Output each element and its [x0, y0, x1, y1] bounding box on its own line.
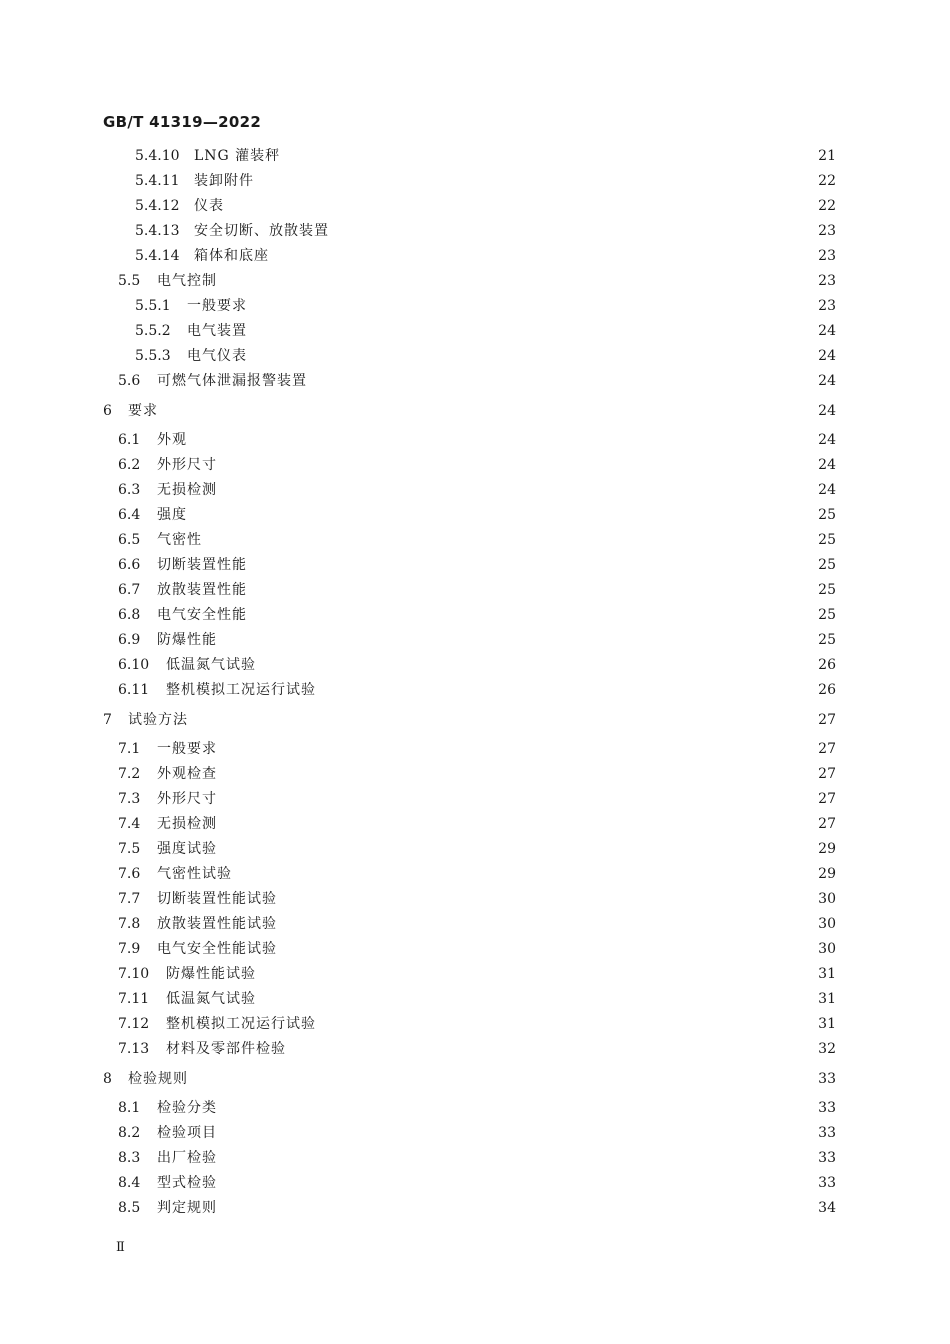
- toc-entry-title: 电气控制: [157, 273, 217, 289]
- toc-entry-number: 5.5.2: [135, 323, 171, 339]
- toc-entry-number: 7.9: [118, 941, 141, 957]
- toc-entry-number: 7.11: [118, 991, 150, 1007]
- toc-entry-title: 强度试验: [157, 841, 217, 857]
- toc-entry-page: 24: [818, 323, 836, 339]
- toc-entry-title: 防爆性能: [157, 632, 217, 648]
- toc-leader-dots: [253, 320, 810, 342]
- toc-entry-number: 8.4: [118, 1175, 141, 1191]
- toc-entry[interactable]: [0, 145, 950, 167]
- toc-entry-page: 27: [818, 791, 836, 807]
- toc-entry-number: 5.4.13: [135, 223, 180, 239]
- toc-entry-title: 低温氮气试验: [166, 991, 256, 1007]
- toc-entry-page: 31: [818, 1016, 836, 1032]
- toc-entry-number: 7.2: [118, 766, 141, 782]
- toc-entry-page: 30: [818, 891, 836, 907]
- toc-entry-number: 5.5.1: [135, 298, 171, 314]
- toc-entry[interactable]: [0, 170, 950, 192]
- toc-entry-title: 外观检查: [157, 766, 217, 782]
- toc-entry-title: 放散装置性能: [157, 582, 247, 598]
- document-number: GB/T 41319—2022: [103, 113, 262, 131]
- toc-entry[interactable]: [0, 245, 950, 267]
- toc-entry[interactable]: [0, 370, 950, 392]
- toc-entry-title: 外形尺寸: [157, 457, 217, 473]
- toc-entry-number: 6.1: [118, 432, 141, 448]
- toc-entry-title: 箱体和底座: [194, 248, 269, 264]
- toc-entry-page: 29: [818, 841, 836, 857]
- toc-leader-dots: [223, 1147, 810, 1169]
- toc-entry-title: 电气仪表: [187, 348, 247, 364]
- toc-entry-page: 25: [818, 557, 836, 573]
- toc-leader-dots: [313, 370, 810, 392]
- toc-entry-page: 25: [818, 532, 836, 548]
- toc-entry[interactable]: [0, 400, 950, 422]
- toc-entry-page: 22: [818, 198, 836, 214]
- toc-leader-dots: [287, 145, 810, 167]
- toc-entry-title: 安全切断、放散装置: [194, 223, 329, 239]
- toc-entry[interactable]: [0, 1097, 950, 1119]
- toc-entry[interactable]: [0, 1122, 950, 1144]
- toc-leader-dots: [335, 220, 810, 242]
- toc-entry[interactable]: [0, 220, 950, 242]
- toc-entry-page: 32: [818, 1041, 836, 1057]
- toc-entry[interactable]: [0, 579, 950, 601]
- toc-entry[interactable]: [0, 709, 950, 731]
- toc-entry[interactable]: [0, 679, 950, 701]
- toc-entry-number: 6.11: [118, 682, 150, 698]
- toc-leader-dots: [208, 529, 810, 551]
- toc-entry-number: 7: [103, 712, 112, 728]
- toc-entry-number: 6.5: [118, 532, 141, 548]
- toc-entry-title: 无损检测: [157, 816, 217, 832]
- toc-entry[interactable]: [0, 788, 950, 810]
- toc-entry-page: 22: [818, 173, 836, 189]
- toc-entry-number: 7.1: [118, 741, 141, 757]
- toc-leader-dots: [262, 963, 810, 985]
- toc-entry-title: 仪表: [194, 198, 224, 214]
- toc-entry-title: 电气安全性能试验: [157, 941, 277, 957]
- toc-leader-dots: [223, 788, 810, 810]
- toc-leader-dots: [253, 554, 810, 576]
- toc-entry-page: 33: [818, 1150, 836, 1166]
- toc-leader-dots: [193, 429, 810, 451]
- toc-entry-title: 检验分类: [157, 1100, 217, 1116]
- toc-entry-number: 6.9: [118, 632, 141, 648]
- toc-entry[interactable]: [0, 988, 950, 1010]
- toc-entry-title: 切断装置性能试验: [157, 891, 277, 907]
- toc-leader-dots: [223, 1197, 810, 1219]
- toc-entry-title: 试验方法: [128, 712, 188, 728]
- toc-leader-dots: [253, 295, 810, 317]
- toc-entry-title: 气密性试验: [157, 866, 232, 882]
- toc-entry-number: 8.5: [118, 1200, 141, 1216]
- page-number: Ⅱ: [116, 1240, 125, 1255]
- toc-entry-title: 气密性: [157, 532, 202, 548]
- toc-entry-number: 6: [103, 403, 112, 419]
- toc-entry[interactable]: [0, 554, 950, 576]
- toc-entry[interactable]: [0, 295, 950, 317]
- toc-entry-page: 23: [818, 248, 836, 264]
- toc-entry-page: 33: [818, 1125, 836, 1141]
- toc-entry[interactable]: [0, 195, 950, 217]
- toc-leader-dots: [223, 763, 810, 785]
- toc-entry-page: 25: [818, 507, 836, 523]
- toc-entry-title: 要求: [128, 403, 158, 419]
- toc-leader-dots: [223, 270, 810, 292]
- toc-leader-dots: [292, 1038, 810, 1060]
- toc-entry-title: 型式检验: [157, 1175, 217, 1191]
- toc-leader-dots: [322, 1013, 810, 1035]
- toc-entry-page: 33: [818, 1100, 836, 1116]
- toc-entry-page: 27: [818, 766, 836, 782]
- toc-entry[interactable]: [0, 738, 950, 760]
- toc-leader-dots: [283, 888, 810, 910]
- toc-entry-number: 7.7: [118, 891, 141, 907]
- toc-entry-number: 5.4.14: [135, 248, 180, 264]
- toc-leader-dots: [253, 579, 810, 601]
- toc-entry-page: 27: [818, 741, 836, 757]
- toc-entry-title: 检验规则: [128, 1071, 188, 1087]
- toc-entry-page: 25: [818, 607, 836, 623]
- toc-entry-number: 5.4.12: [135, 198, 180, 214]
- toc-entry-title: 放散装置性能试验: [157, 916, 277, 932]
- toc-leader-dots: [253, 345, 810, 367]
- toc-leader-dots: [230, 195, 810, 217]
- toc-entry-number: 7.10: [118, 966, 150, 982]
- toc-entry-page: 26: [818, 682, 836, 698]
- toc-entry-title: 电气装置: [187, 323, 247, 339]
- toc-entry[interactable]: [0, 888, 950, 910]
- toc-entry-number: 6.8: [118, 607, 141, 623]
- toc-entry-title: LNG 灌装秤: [194, 148, 281, 164]
- toc-entry-title: 装卸附件: [194, 173, 254, 189]
- toc-entry-title: 防爆性能试验: [166, 966, 256, 982]
- toc-entry[interactable]: [0, 429, 950, 451]
- toc-leader-dots: [223, 479, 810, 501]
- toc-leader-dots: [223, 1122, 810, 1144]
- toc-entry-number: 5.4.11: [135, 173, 180, 189]
- toc-entry-number: 5.6: [118, 373, 141, 389]
- toc-entry-page: 31: [818, 991, 836, 1007]
- toc-entry-page: 24: [818, 373, 836, 389]
- toc-leader-dots: [283, 938, 810, 960]
- toc-leader-dots: [275, 245, 810, 267]
- toc-leader-dots: [283, 913, 810, 935]
- toc-entry[interactable]: [0, 813, 950, 835]
- toc-leader-dots: [193, 504, 810, 526]
- toc-leader-dots: [223, 454, 810, 476]
- toc-entry-page: 23: [818, 273, 836, 289]
- toc-entry-page: 25: [818, 632, 836, 648]
- toc-entry-title: 低温氮气试验: [166, 657, 256, 673]
- toc-entry-page: 24: [818, 457, 836, 473]
- toc-entry-number: 5.4.10: [135, 148, 180, 164]
- toc-leader-dots: [223, 1097, 810, 1119]
- toc-entry[interactable]: [0, 1172, 950, 1194]
- toc-entry[interactable]: [0, 963, 950, 985]
- toc-entry[interactable]: [0, 838, 950, 860]
- toc-entry-number: 6.6: [118, 557, 141, 573]
- toc-leader-dots: [260, 170, 810, 192]
- toc-entry[interactable]: [0, 345, 950, 367]
- toc-entry-number: 5.5: [118, 273, 141, 289]
- toc-leader-dots: [238, 863, 810, 885]
- toc-entry-title: 出厂检验: [157, 1150, 217, 1166]
- toc-entry-title: 强度: [157, 507, 187, 523]
- toc-entry-number: 7.12: [118, 1016, 150, 1032]
- toc-entry-title: 材料及零部件检验: [166, 1041, 286, 1057]
- toc-entry-number: 5.5.3: [135, 348, 171, 364]
- toc-leader-dots: [253, 604, 810, 626]
- toc-entry-number: 6.4: [118, 507, 141, 523]
- toc-entry-page: 21: [818, 148, 836, 164]
- toc-entry[interactable]: [0, 863, 950, 885]
- toc-leader-dots: [262, 654, 810, 676]
- toc-entry[interactable]: [0, 629, 950, 651]
- toc-entry-page: 24: [818, 348, 836, 364]
- toc-entry-page: 27: [818, 712, 836, 728]
- toc-entry[interactable]: [0, 1068, 950, 1090]
- toc-entry-number: 6.2: [118, 457, 141, 473]
- toc-leader-dots: [322, 679, 810, 701]
- toc-entry[interactable]: [0, 1038, 950, 1060]
- toc-entry-title: 外观: [157, 432, 187, 448]
- toc-entry-title: 可燃气体泄漏报警装置: [157, 373, 307, 389]
- toc-entry-number: 7.5: [118, 841, 141, 857]
- toc-entry[interactable]: [0, 1197, 950, 1219]
- toc-leader-dots: [223, 629, 810, 651]
- toc-entry[interactable]: [0, 479, 950, 501]
- toc-entry[interactable]: [0, 763, 950, 785]
- toc-entry-number: 7.13: [118, 1041, 150, 1057]
- toc-leader-dots: [194, 1068, 810, 1090]
- toc-leader-dots: [223, 738, 810, 760]
- toc-leader-dots: [223, 1172, 810, 1194]
- toc-entry[interactable]: [0, 504, 950, 526]
- toc-entry-page: 27: [818, 816, 836, 832]
- toc-entry-number: 8.3: [118, 1150, 141, 1166]
- toc-entry-number: 7.4: [118, 816, 141, 832]
- toc-entry-page: 29: [818, 866, 836, 882]
- toc-entry[interactable]: [0, 938, 950, 960]
- toc-entry-page: 24: [818, 482, 836, 498]
- toc-entry-number: 7.6: [118, 866, 141, 882]
- toc-entry-title: 一般要求: [157, 741, 217, 757]
- toc-entry-page: 26: [818, 657, 836, 673]
- toc-entry-title: 一般要求: [187, 298, 247, 314]
- toc-entry-title: 切断装置性能: [157, 557, 247, 573]
- toc-entry-number: 7.3: [118, 791, 141, 807]
- toc-entry-title: 外形尺寸: [157, 791, 217, 807]
- toc-entry[interactable]: [0, 1013, 950, 1035]
- toc-entry[interactable]: [0, 1147, 950, 1169]
- toc-entry[interactable]: [0, 529, 950, 551]
- toc-entry-page: 23: [818, 223, 836, 239]
- toc-entry-page: 23: [818, 298, 836, 314]
- toc-entry-title: 整机模拟工况运行试验: [166, 1016, 316, 1032]
- toc-entry[interactable]: [0, 913, 950, 935]
- toc-entry-title: 检验项目: [157, 1125, 217, 1141]
- toc-entry-page: 33: [818, 1071, 836, 1087]
- toc-entry[interactable]: [0, 320, 950, 342]
- toc-leader-dots: [262, 988, 810, 1010]
- toc-entry-number: 8.2: [118, 1125, 141, 1141]
- toc-entry-title: 整机模拟工况运行试验: [166, 682, 316, 698]
- toc-entry[interactable]: [0, 270, 950, 292]
- toc-entry-title: 电气安全性能: [157, 607, 247, 623]
- toc-entry-page: 34: [818, 1200, 836, 1216]
- toc-entry-number: 6.7: [118, 582, 141, 598]
- toc-leader-dots: [223, 838, 810, 860]
- toc-entry-page: 33: [818, 1175, 836, 1191]
- toc-entry-number: 7.8: [118, 916, 141, 932]
- toc-entry-page: 25: [818, 582, 836, 598]
- toc-entry[interactable]: [0, 654, 950, 676]
- toc-entry-title: 判定规则: [157, 1200, 217, 1216]
- toc-entry-number: 6.3: [118, 482, 141, 498]
- toc-entry-page: 24: [818, 432, 836, 448]
- toc-entry-page: 30: [818, 916, 836, 932]
- toc-entry-number: 8: [103, 1071, 112, 1087]
- toc-entry-title: 无损检测: [157, 482, 217, 498]
- toc-leader-dots: [164, 400, 810, 422]
- toc-leader-dots: [194, 709, 810, 731]
- toc-entry[interactable]: [0, 454, 950, 476]
- toc-entry[interactable]: [0, 604, 950, 626]
- toc-entry-number: 8.1: [118, 1100, 141, 1116]
- toc-leader-dots: [223, 813, 810, 835]
- toc-entry-number: 6.10: [118, 657, 150, 673]
- toc-entry-page: 24: [818, 403, 836, 419]
- toc-entry-page: 31: [818, 966, 836, 982]
- toc-entry-page: 30: [818, 941, 836, 957]
